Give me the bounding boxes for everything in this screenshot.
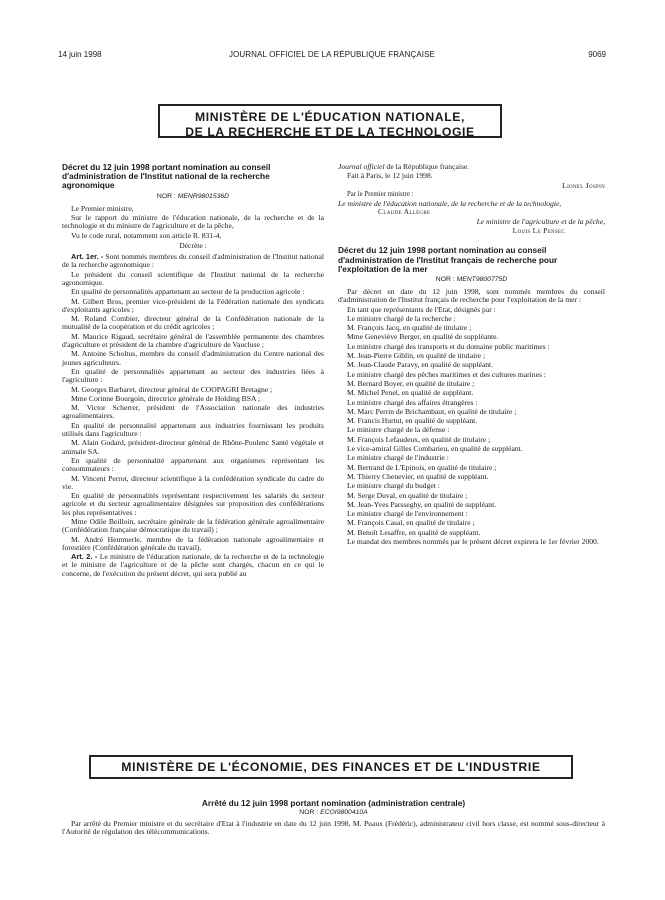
signatory-prime-minister: Lionel Jospin [562, 180, 605, 190]
preamble-paragraph: Vu le code rural, notamment son article R. 831-4, [71, 230, 222, 240]
appointment-line: Le ministre chargé de la recherche : [347, 313, 456, 323]
left-column [62, 163, 324, 579]
appointment-line: Le ministre chargé du budget : [347, 481, 440, 491]
article-2-ending: de la République française. [386, 162, 470, 171]
appointment-line: M. Thierry Chenevier, en qualité de suppléant. [347, 471, 489, 481]
decrete-heading: Décrète : [179, 240, 207, 250]
nor-reference [62, 192, 324, 201]
body-paragraph: Mme Odile Beilloin, secrétaire générale de la fédération générale agroalimentaire (Confédération française démocratique du travail) ; [62, 517, 324, 535]
ministry-economy-box [89, 755, 573, 779]
article-2-text: Le ministre de l'éducation nationale, de la recherche et de la technologie et le ministre de l'agriculture et de la pêche sont chargés, chacun en ce qui le concerne, de l'exécution du présent décret, qui sera publié au [62, 552, 324, 578]
body-paragraph: M. Alain Godard, président-directeur général de Rhône-Poulenc Santé végétale et animale SA. [62, 438, 324, 456]
minister-agriculture-name: Louis Le Pensec [512, 226, 565, 236]
appointment-line: M. Bertrand de L'Epinois, en qualité de titulaire ; [347, 462, 497, 472]
ministry-heading-line1: MINISTÈRE DE L'ÉDUCATION NATIONALE, [195, 110, 465, 124]
decree-title-ifremer: Décret du 12 juin 1998 portant nomination au conseil d'administration de l'Institut français de recherche pour l'exploitation de la mer [338, 245, 558, 274]
nor-label: NOR : [156, 192, 176, 200]
body-paragraph: En qualité de personnalités appartenant au secteur des industries liées à l'agriculture : [62, 366, 324, 385]
body-paragraph: M. Georges Barbaret, directeur général de COOPAGRI Bretagne ; [71, 384, 273, 394]
article-1-text: Sont nommés membres du conseil d'administration de l'Institut national de la recherche agronomique : [62, 252, 324, 270]
appointment-line: Le vice-amiral Gilles Combarieu, en qualité de suppléant. [347, 444, 523, 454]
appointment-line: M. Bernard Boyer, en qualité de titulaire ; [347, 378, 475, 388]
appointment-line: Le ministre chargé de la défense : [347, 425, 450, 435]
body-paragraph: Le président du conseil scientifique de l'Institut national de la recherche agronomique. [62, 269, 324, 287]
preamble-paragraph: Sur le rapport du ministre de l'éducation nationale, de la recherche et de la technologie et du ministre de l'agriculture et de la pêche, [62, 212, 324, 231]
body-paragraph: En qualité de personnalités représentant respectivement les salariés du secteur agricole et du secteur agroalimentaire désignées sur proposition des confédérations les plus représentatives : [62, 491, 324, 517]
nor-code: ECOI9800410A [320, 809, 368, 816]
article-2-label: Art. 2. - [71, 552, 98, 562]
appointment-line: M. François Casal, en qualité de titulaire ; [347, 518, 475, 528]
body-paragraph: Mme Corinne Bourgoin, directrice générale de Holding BSA ; [71, 393, 261, 403]
appointment-line: Le ministre chargé des pêches maritimes et des cultures marines : [347, 369, 546, 379]
body-paragraph: M. Gilbert Bros, premier vice-président de la Fédération nationale des syndicats d'exploitants agricoles ; [62, 296, 324, 314]
body-paragraph: M. Antoine Scholtus, membre du conseil d'administration du Centre national des jeunes agriculteurs. [62, 349, 324, 367]
par-le-premier-ministre: Par le Premier ministre : [347, 190, 414, 198]
nor-code: MENR9801536D [177, 192, 230, 200]
body-paragraph: M. Maurice Rigaud, secrétaire général de l'assemblée permanente des chambres d'agriculture et président de la chambre d'agriculture de Vaucluse ; [62, 331, 324, 350]
mandate-expiry: Le mandat des membres nommés par le présent décret expirera le 1er février 2000. [347, 537, 599, 546]
ministry-heading-line2: DE LA RECHERCHE ET DE LA TECHNOLOGIE [185, 125, 475, 139]
header-date: 14 juin 1998 [58, 50, 102, 59]
body-paragraph: En qualité de personnalité appartenant aux industries fournissant les produits utilisés dans l'agriculture : [62, 420, 324, 439]
preamble-paragraph: Le Premier ministre, [71, 203, 134, 213]
appointment-line: M. Francis Hurtut, en qualité de suppléant. [347, 416, 478, 426]
page-number: 9069 [588, 50, 606, 59]
journal-officiel-ref: Journal officiel [338, 162, 385, 171]
appointment-line: Le ministre chargé de l'industrie : [347, 453, 449, 463]
body-paragraph: M. André Hemmerle, membre de la fédération nationale agroalimentaire et forestière (Confédération générale du travail). [62, 534, 324, 552]
article-1 [62, 253, 324, 270]
appointment-line: M. Jean-Yves Parsseghy, en qualité de suppléant. [347, 499, 497, 509]
appointment-line: M. Michel Penel, en qualité de suppléant. [347, 388, 474, 398]
ministry-heading: MINISTÈRE DE L'ÉCONOMIE, DES FINANCES ET DE L'INDUSTRIE [121, 760, 541, 774]
arrete-section [62, 798, 605, 837]
appointment-line: En tant que représentants de l'Etat, désignés par : [347, 304, 496, 314]
decree-title-inra: Décret du 12 juin 1998 portant nomination au conseil d'administration de l'Institut national de la recherche agronomique [62, 162, 271, 191]
running-header [58, 50, 606, 62]
appointment-line: Mme Geneviève Berger, en qualité de suppléante. [347, 332, 499, 342]
minister-agriculture-title: Le ministre de l'agriculture et de la pêche, [476, 216, 605, 226]
appointment-line: M. Jean-Claude Paravy, en qualité de suppléant. [347, 360, 494, 370]
appointment-line: M. Serge Duval, en qualité de titulaire ; [347, 490, 468, 500]
journal-title: JOURNAL OFFICIEL DE LA RÉPUBLIQUE FRANÇAISE [229, 50, 435, 59]
arrete-title: Arrêté du 12 juin 1998 portant nomination (administration centrale) [201, 798, 466, 808]
body-paragraph: M. Vincent Perrot, directeur scientifique à la confédération syndicale du cadre de vie. [62, 473, 324, 491]
nor-reference [338, 275, 605, 284]
appointment-line: M. Marc Perrin de Brichambaut, en qualité de titulaire ; [347, 406, 517, 416]
body-paragraph: M. Victor Scherrer, président de l'Association nationale des industries agroalimentaires. [62, 403, 324, 421]
article-2 [62, 553, 324, 578]
fait-a-paris: Fait à Paris, le 12 juin 1998. [347, 171, 433, 181]
nor-label: NOR : [299, 809, 319, 816]
body-paragraph: En qualité de personnalités appartenant au secteur de la production agricole : [71, 287, 305, 297]
article-2-continued [338, 163, 605, 171]
appointment-line: Le ministre chargé des transports et du domaine public maritimes : [347, 341, 550, 351]
minister-education-title: Le ministre de l'éducation nationale, de la recherche et de la technologie, [338, 199, 562, 209]
arrete-text: Par arrêté du Premier ministre et du secrétaire d'Etat à l'industrie en date du 12 juin 1998, M. Puaux (Frédéric), administrateur civil hors classe, est nommé sous-directeur à l'Autorité de régulation des télécommunications. [62, 819, 605, 837]
nor-code: MENT9800775D [456, 275, 508, 283]
decree-intro: Par décret en date du 12 juin 1998, sont nommés membres du conseil d'administration de l'Institut français de recherche pour l'exploitation de la mer : [338, 286, 605, 305]
right-column [338, 163, 605, 547]
body-paragraph: M. Roland Combier, directeur général de la Confédération nationale de la mutualité de la coopération et du crédit agricoles ; [62, 314, 324, 332]
appointment-line: M. Jean-Pierre Giblin, en qualité de titulaire ; [347, 351, 486, 361]
nor-label: NOR : [435, 275, 455, 283]
body-paragraph: En qualité de personnalité appartenant aux organismes représentant les consommateurs : [62, 455, 324, 474]
minister-education-name: Claude Allègre [378, 207, 431, 217]
article-1-label: Art. 1er. - [71, 252, 104, 262]
appointment-line: Le ministre chargé de l'environnement : [347, 509, 468, 519]
appointment-line: M. Benoît Lesaffre, en qualité de suppléant. [347, 527, 481, 537]
ministry-education-box [158, 104, 502, 138]
nor-reference [62, 809, 605, 816]
appointment-line: M. François Lefaudeux, en qualité de titulaire ; [347, 434, 491, 444]
appointment-line: M. François Jacq, en qualité de titulaire ; [347, 323, 472, 333]
appointment-line: Le ministre chargé des affaires étrangères : [347, 397, 478, 407]
